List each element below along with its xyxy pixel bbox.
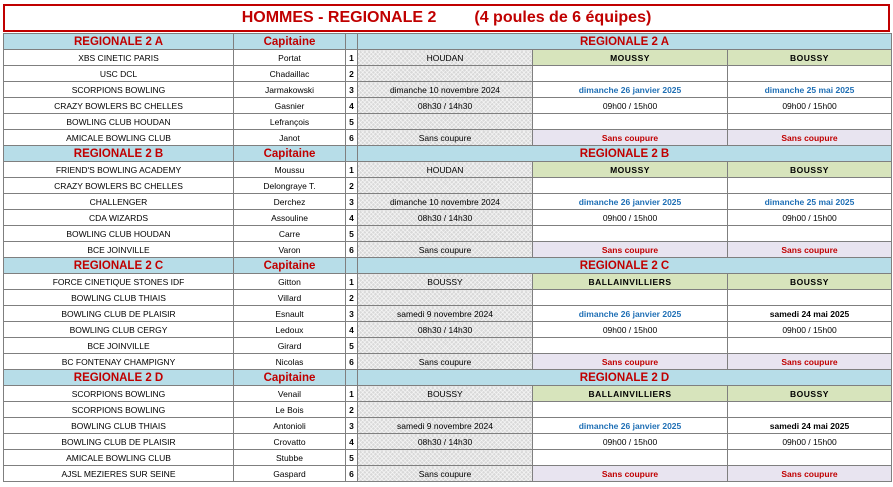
team-number: 6 <box>346 354 358 370</box>
round-venue: BOUSSY <box>728 386 892 402</box>
num-header <box>346 370 358 386</box>
schedule-table <box>3 33 892 482</box>
round-date: dimanche 26 janvier 2025 <box>533 306 728 322</box>
team-number: 4 <box>346 210 358 226</box>
team-number: 6 <box>346 130 358 146</box>
poule-name-right: REGIONALE 2 A <box>358 34 892 50</box>
team-name: BOWLING CLUB THIAIS <box>4 418 234 434</box>
poule-header <box>4 258 892 274</box>
team-name: BOWLING CLUB CERGY <box>4 322 234 338</box>
round-cell <box>358 178 533 194</box>
round-cell <box>533 114 728 130</box>
team-number: 3 <box>346 306 358 322</box>
round-cell <box>533 338 728 354</box>
round-note: Sans coupure <box>358 242 533 258</box>
captain-name: Gitton <box>234 274 346 290</box>
team-number: 3 <box>346 194 358 210</box>
team-number: 2 <box>346 402 358 418</box>
captain-header: Capitaine <box>234 370 346 386</box>
team-name: AJSL MEZIERES SUR SEINE <box>4 466 234 482</box>
round-venue: BALLAINVILLIERS <box>533 386 728 402</box>
poule-name: REGIONALE 2 D <box>4 370 234 386</box>
round-time: 09h00 / 15h00 <box>728 322 892 338</box>
round-venue: BALLAINVILLIERS <box>533 274 728 290</box>
team-row <box>4 194 892 210</box>
team-name: BOWLING CLUB DE PLAISIR <box>4 306 234 322</box>
round-time: 08h30 / 14h30 <box>358 434 533 450</box>
team-number: 5 <box>346 338 358 354</box>
team-row <box>4 450 892 466</box>
captain-name: Jarmakowski <box>234 82 346 98</box>
captain-name: Venail <box>234 386 346 402</box>
num-header <box>346 34 358 50</box>
round-date: dimanche 10 novembre 2024 <box>358 194 533 210</box>
round-time: 09h00 / 15h00 <box>728 98 892 114</box>
round-cell <box>533 402 728 418</box>
team-number: 1 <box>346 162 358 178</box>
team-number: 4 <box>346 434 358 450</box>
round-venue: BOUSSY <box>358 274 533 290</box>
round-date: dimanche 26 janvier 2025 <box>533 194 728 210</box>
round-time: 09h00 / 15h00 <box>533 98 728 114</box>
team-row <box>4 98 892 114</box>
round-date: dimanche 25 mai 2025 <box>728 82 892 98</box>
team-name: CDA WIZARDS <box>4 210 234 226</box>
round-note: Sans coupure <box>533 466 728 482</box>
round-cell <box>358 338 533 354</box>
round-cell <box>358 66 533 82</box>
round-cell <box>728 290 892 306</box>
round-cell <box>728 178 892 194</box>
round-venue: HOUDAN <box>358 162 533 178</box>
team-row <box>4 66 892 82</box>
round-cell <box>358 226 533 242</box>
team-row <box>4 322 892 338</box>
round-time: 08h30 / 14h30 <box>358 322 533 338</box>
round-note: Sans coupure <box>533 354 728 370</box>
team-name: FRIEND'S BOWLING ACADEMY <box>4 162 234 178</box>
team-number: 4 <box>346 98 358 114</box>
captain-name: Gaspard <box>234 466 346 482</box>
page-title <box>3 4 890 32</box>
round-time: 09h00 / 15h00 <box>533 210 728 226</box>
round-time: 08h30 / 14h30 <box>358 210 533 226</box>
captain-name: Derchez <box>234 194 346 210</box>
team-name: BCE JOINVILLE <box>4 338 234 354</box>
round-cell <box>533 450 728 466</box>
round-date: samedi 24 mai 2025 <box>728 418 892 434</box>
team-row <box>4 226 892 242</box>
captain-name: Varon <box>234 242 346 258</box>
team-name: USC DCL <box>4 66 234 82</box>
round-venue: BOUSSY <box>728 274 892 290</box>
team-number: 2 <box>346 178 358 194</box>
captain-name: Villard <box>234 290 346 306</box>
title-subtitle: (4 poules de 6 équipes) <box>474 9 652 26</box>
num-header <box>346 146 358 162</box>
team-number: 6 <box>346 466 358 482</box>
team-number: 3 <box>346 418 358 434</box>
team-number: 6 <box>346 242 358 258</box>
captain-header: Capitaine <box>234 146 346 162</box>
round-cell <box>533 226 728 242</box>
captain-name: Janot <box>234 130 346 146</box>
team-name: BOWLING CLUB THIAIS <box>4 290 234 306</box>
round-time: 08h30 / 14h30 <box>358 98 533 114</box>
round-cell <box>358 114 533 130</box>
poule-name: REGIONALE 2 C <box>4 258 234 274</box>
round-note: Sans coupure <box>728 130 892 146</box>
captain-name: Antonioli <box>234 418 346 434</box>
round-cell <box>533 66 728 82</box>
captain-name: Esnault <box>234 306 346 322</box>
team-name: BC FONTENAY CHAMPIGNY <box>4 354 234 370</box>
round-time: 09h00 / 15h00 <box>728 210 892 226</box>
captain-name: Lefrançois <box>234 114 346 130</box>
captain-name: Nicolas <box>234 354 346 370</box>
team-row <box>4 402 892 418</box>
round-time: 09h00 / 15h00 <box>533 434 728 450</box>
round-note: Sans coupure <box>728 354 892 370</box>
round-date: samedi 9 novembre 2024 <box>358 418 533 434</box>
team-row <box>4 82 892 98</box>
poule-name: REGIONALE 2 B <box>4 146 234 162</box>
captain-name: Moussu <box>234 162 346 178</box>
round-date: dimanche 26 janvier 2025 <box>533 418 728 434</box>
team-number: 5 <box>346 114 358 130</box>
captain-header: Capitaine <box>234 34 346 50</box>
round-note: Sans coupure <box>358 130 533 146</box>
team-number: 4 <box>346 322 358 338</box>
round-date: dimanche 10 novembre 2024 <box>358 82 533 98</box>
round-cell <box>728 402 892 418</box>
team-name: SCORPIONS BOWLING <box>4 402 234 418</box>
round-cell <box>728 226 892 242</box>
poule-name-right: REGIONALE 2 D <box>358 370 892 386</box>
captain-name: Ledoux <box>234 322 346 338</box>
team-row <box>4 306 892 322</box>
captain-name: Delongraye T. <box>234 178 346 194</box>
round-note: Sans coupure <box>533 242 728 258</box>
round-cell <box>358 290 533 306</box>
captain-name: Assouline <box>234 210 346 226</box>
round-time: 09h00 / 15h00 <box>728 434 892 450</box>
team-row <box>4 178 892 194</box>
team-number: 2 <box>346 66 358 82</box>
poule-header <box>4 34 892 50</box>
team-number: 5 <box>346 450 358 466</box>
round-cell <box>358 402 533 418</box>
round-time: 09h00 / 15h00 <box>533 322 728 338</box>
team-name: SCORPIONS BOWLING <box>4 82 234 98</box>
poule-name-right: REGIONALE 2 B <box>358 146 892 162</box>
team-name: BOWLING CLUB HOUDAN <box>4 114 234 130</box>
poule-header <box>4 146 892 162</box>
team-row <box>4 338 892 354</box>
team-row <box>4 386 892 402</box>
round-venue: BOUSSY <box>728 50 892 66</box>
round-venue: BOUSSY <box>728 162 892 178</box>
round-date: dimanche 25 mai 2025 <box>728 194 892 210</box>
round-cell <box>533 290 728 306</box>
team-row <box>4 130 892 146</box>
round-date: samedi 9 novembre 2024 <box>358 306 533 322</box>
team-name: AMICALE BOWLING CLUB <box>4 450 234 466</box>
team-row <box>4 210 892 226</box>
poule-name-right: REGIONALE 2 C <box>358 258 892 274</box>
round-date: dimanche 26 janvier 2025 <box>533 82 728 98</box>
captain-name: Chadaillac <box>234 66 346 82</box>
title-main: HOMMES - REGIONALE 2 <box>241 9 437 26</box>
round-date: samedi 24 mai 2025 <box>728 306 892 322</box>
num-header <box>346 258 358 274</box>
round-venue: BOUSSY <box>358 386 533 402</box>
team-row <box>4 354 892 370</box>
round-cell <box>728 66 892 82</box>
team-number: 2 <box>346 290 358 306</box>
captain-name: Gasnier <box>234 98 346 114</box>
round-note: Sans coupure <box>358 354 533 370</box>
team-name: BCE JOINVILLE <box>4 242 234 258</box>
team-number: 3 <box>346 82 358 98</box>
team-name: FORCE CINETIQUE STONES IDF <box>4 274 234 290</box>
team-row <box>4 418 892 434</box>
round-cell <box>728 338 892 354</box>
round-note: Sans coupure <box>728 466 892 482</box>
poule-name: REGIONALE 2 A <box>4 34 234 50</box>
round-note: Sans coupure <box>358 466 533 482</box>
team-name: BOWLING CLUB DE PLAISIR <box>4 434 234 450</box>
round-note: Sans coupure <box>533 130 728 146</box>
team-number: 1 <box>346 50 358 66</box>
team-row <box>4 466 892 482</box>
captain-name: Stubbe <box>234 450 346 466</box>
team-name: XBS CINETIC PARIS <box>4 50 234 66</box>
round-venue: HOUDAN <box>358 50 533 66</box>
team-row <box>4 50 892 66</box>
team-number: 5 <box>346 226 358 242</box>
captain-name: Crovatto <box>234 434 346 450</box>
team-row <box>4 290 892 306</box>
round-cell <box>728 114 892 130</box>
team-name: SCORPIONS BOWLING <box>4 386 234 402</box>
team-number: 1 <box>346 274 358 290</box>
round-cell <box>358 450 533 466</box>
team-row <box>4 242 892 258</box>
captain-name: Carre <box>234 226 346 242</box>
team-row <box>4 114 892 130</box>
team-row <box>4 274 892 290</box>
round-cell <box>533 178 728 194</box>
round-venue: MOUSSY <box>533 162 728 178</box>
team-name: AMICALE BOWLING CLUB <box>4 130 234 146</box>
team-name: CRAZY BOWLERS BC CHELLES <box>4 98 234 114</box>
poule-header <box>4 370 892 386</box>
team-name: BOWLING CLUB HOUDAN <box>4 226 234 242</box>
captain-name: Le Bois <box>234 402 346 418</box>
round-cell <box>728 450 892 466</box>
captain-name: Girard <box>234 338 346 354</box>
round-note: Sans coupure <box>728 242 892 258</box>
captain-name: Portat <box>234 50 346 66</box>
team-row <box>4 434 892 450</box>
team-name: CHALLENGER <box>4 194 234 210</box>
captain-header: Capitaine <box>234 258 346 274</box>
team-name: CRAZY BOWLERS BC CHELLES <box>4 178 234 194</box>
team-row <box>4 162 892 178</box>
round-venue: MOUSSY <box>533 50 728 66</box>
team-number: 1 <box>346 386 358 402</box>
